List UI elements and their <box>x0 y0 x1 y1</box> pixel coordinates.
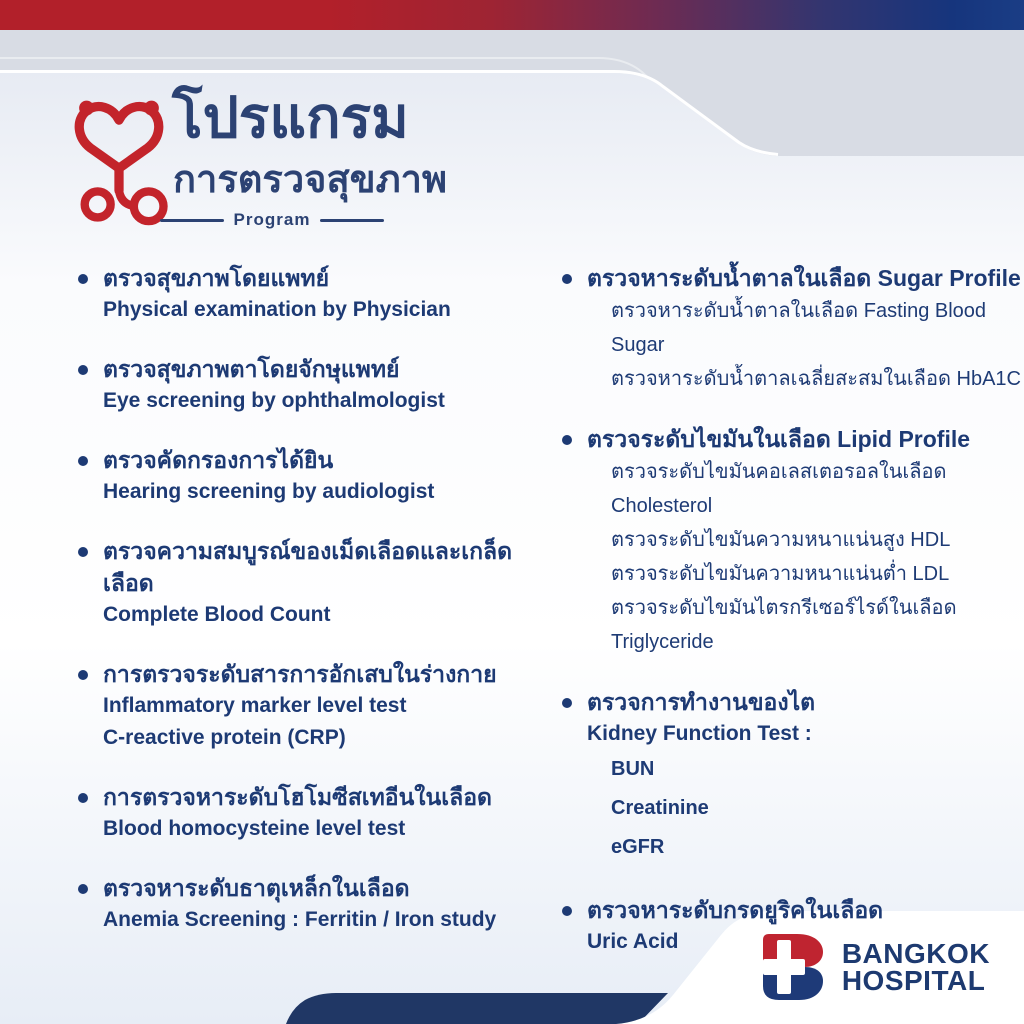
checkup-item-body <box>103 353 540 417</box>
checkup-item <box>562 262 1022 396</box>
checkup-item-body <box>103 658 540 754</box>
bullet-icon <box>78 274 88 284</box>
item-sub-line: Creatinine <box>611 797 709 819</box>
item-thai-line: ตรวจหาระดับน้ำตาลในเลือด Sugar Profile <box>587 265 1021 291</box>
item-english-line: Uric Acid <box>587 930 679 953</box>
bullet-icon <box>78 884 88 894</box>
bullet-icon <box>562 906 572 916</box>
item-english-line: Anemia Screening : Ferritin / Iron study <box>103 908 497 931</box>
item-thai-line: ตรวจระดับไขมันในเลือด Lipid Profile <box>587 426 971 452</box>
item-english-line: Hearing screening by audiologist <box>103 480 435 503</box>
checkup-item-body <box>587 686 1022 867</box>
checkup-item <box>78 262 540 326</box>
item-thai-line: ตรวจคัดกรองการได้ยิน <box>103 447 334 473</box>
caption-line-left <box>160 219 224 222</box>
bangkok-hospital-cross-icon <box>757 934 829 1000</box>
checkup-item <box>78 872 540 936</box>
item-sub-line: ตรวจหาระดับน้ำตาลเฉลี่ยสะสมในเลือด HbA1C <box>611 368 1021 390</box>
checkup-item <box>78 658 540 754</box>
caption-line-right <box>320 219 384 222</box>
item-english-line: Eye screening by ophthalmologist <box>103 389 445 412</box>
bullet-icon <box>78 670 88 680</box>
checkup-item-body <box>103 262 540 326</box>
item-thai-line: การตรวจระดับสารการอักเสบในร่างกาย <box>103 661 497 687</box>
checkup-item-body <box>587 423 1022 659</box>
bullet-icon <box>78 547 88 557</box>
bangkok-hospital-wordmark <box>842 940 990 994</box>
item-thai-line: ตรวจความสมบูรณ์ของเม็ดเลือดและเกล็ดเลือด <box>103 538 513 596</box>
item-thai-line: ตรวจการทำงานของไต <box>587 689 816 715</box>
stethoscope-icon <box>68 92 170 226</box>
item-sub-line: ตรวจระดับไขมันความหนาแน่นต่ำ LDL <box>611 563 950 585</box>
bullet-icon <box>78 456 88 466</box>
item-english-line: Kidney Function Test : <box>587 722 812 745</box>
bullet-icon <box>562 435 572 445</box>
item-english-line: Inflammatory marker level test <box>103 694 407 717</box>
bullet-icon <box>562 274 572 284</box>
checkup-item <box>78 535 540 631</box>
program-caption <box>160 210 384 230</box>
item-sub-line: ตรวจระดับไขมันไตรกรีเซอร์ไรด์ในเลือด Triglyceride <box>611 597 957 653</box>
item-english-line: C-reactive protein (CRP) <box>103 726 346 749</box>
item-thai-line: การตรวจหาระดับโฮโมซีสเทอีนในเลือด <box>103 784 492 810</box>
checkup-item <box>78 353 540 417</box>
checkup-item <box>78 444 540 508</box>
item-thai-line: ตรวจหาระดับธาตุเหล็กในเลือด <box>103 875 410 901</box>
item-sub-line: BUN <box>611 758 655 780</box>
checkup-list-right <box>562 262 1022 985</box>
checkup-item-body <box>103 535 540 631</box>
item-sub-line: eGFR <box>611 836 665 858</box>
item-thai-line: ตรวจหาระดับกรดยูริคในเลือด <box>587 897 884 923</box>
bangkok-hospital-logo <box>757 934 990 1000</box>
program-title-thai: โปรแกรม <box>172 86 409 150</box>
checkup-item-body <box>103 444 540 508</box>
program-label: Program <box>233 210 311 229</box>
checkup-item-body <box>103 872 540 936</box>
bullet-icon <box>78 793 88 803</box>
item-sub-line: ตรวจระดับไขมันคอเลสเตอรอลในเลือด Cholesterol <box>611 461 947 517</box>
checkup-item <box>562 686 1022 867</box>
item-thai-line: ตรวจสุขภาพโดยแพทย์ <box>103 265 330 291</box>
checkup-item-body <box>103 781 540 845</box>
item-sub-line: ตรวจระดับไขมันความหนาแน่นสูง HDL <box>611 529 951 551</box>
checkup-list-left <box>78 262 540 963</box>
bullet-icon <box>78 365 88 375</box>
brand-line-2: HOSPITAL <box>841 965 986 996</box>
checkup-item <box>78 781 540 845</box>
program-subtitle-thai: การตรวจสุขภาพ <box>173 159 448 201</box>
item-english-line: Physical examination by Physician <box>103 298 451 321</box>
checkup-item-body <box>587 262 1022 396</box>
item-thai-line: ตรวจสุขภาพตาโดยจักษุแพทย์ <box>103 356 400 382</box>
item-english-line: Complete Blood Count <box>103 603 331 626</box>
checkup-item <box>562 423 1022 659</box>
bullet-icon <box>562 698 572 708</box>
item-english-line: Blood homocysteine level test <box>103 817 406 840</box>
item-sub-line: ตรวจหาระดับน้ำตาลในเลือด Fasting Blood Sugar <box>611 300 987 356</box>
brand-line-1: BANGKOK <box>841 938 990 969</box>
